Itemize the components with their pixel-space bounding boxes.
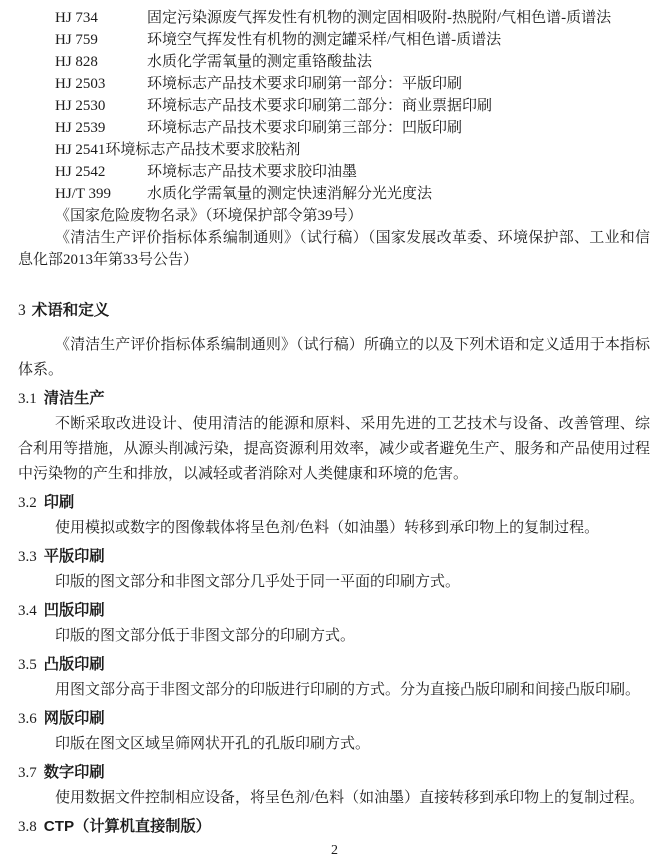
term-title: CTP（计算机直接制版） xyxy=(43,818,211,835)
reference-code: HJ 2530 xyxy=(55,98,106,114)
reference-title: 环境空气挥发性有机物的测定罐采样/气相色谱-质谱法 xyxy=(147,32,502,48)
reference-title: 水质化学需氧量的测定重铬酸盐法 xyxy=(147,54,373,70)
reference-code: HJ 759 xyxy=(55,32,98,48)
term-block xyxy=(18,760,650,811)
term-block xyxy=(18,490,650,541)
term-definition: 印版的图文部分和非图文部分几乎处于同一平面的印刷方式。 xyxy=(55,574,461,590)
reference-title: 环境标志产品技术要求印刷第二部分：商业票据印刷 xyxy=(147,98,493,114)
reference-item xyxy=(18,29,650,51)
term-title: 平版印刷 xyxy=(43,548,105,565)
reference-title: 水质化学需氧量的测定快速消解分光光度法 xyxy=(147,186,433,202)
reference-item xyxy=(18,139,650,161)
citation-paragraph: 《国家危险废物名录》（环境保护部令第39号） xyxy=(55,208,363,224)
term-definition: 印版在图文区域呈筛网状开孔的孔版印刷方式。 xyxy=(55,736,371,752)
term-heading xyxy=(18,814,650,840)
reference-title: 环境标志产品技术要求胶印油墨 xyxy=(147,164,358,180)
term-number: 3.6 xyxy=(18,711,37,727)
term-title: 凹版印刷 xyxy=(43,602,105,619)
section-heading xyxy=(18,298,650,324)
term-block xyxy=(18,386,650,487)
term-heading xyxy=(18,760,650,786)
terms-list xyxy=(18,386,650,840)
reference-code: HJ/T 399 xyxy=(55,186,111,202)
reference-item xyxy=(18,95,650,117)
reference-item xyxy=(18,51,650,73)
normative-references-list xyxy=(18,7,650,205)
term-title: 网版印刷 xyxy=(43,710,105,727)
reference-code: HJ 2541 xyxy=(55,142,106,158)
term-block xyxy=(18,652,650,703)
term-definition: 印版的图文部分低于非图文部分的印刷方式。 xyxy=(55,628,356,644)
term-title: 印刷 xyxy=(43,494,75,511)
term-heading xyxy=(18,490,650,516)
term-heading xyxy=(18,386,650,412)
section-title: 术语和定义 xyxy=(31,302,110,319)
term-definition: 不断采取改进设计、使用清洁的能源和原料、采用先进的工艺技术与设备、改善管理、综合利用等措施，从源头削减污染，提高资源利用效率，减少或者避免生产、服务和产品使用过程中污染物的产生和排放，以减轻或者消除对人类健康和环境的危害。 xyxy=(18,416,650,482)
reference-title: 环境标志产品技术要求印刷第三部分：凹版印刷 xyxy=(147,120,463,136)
reference-code: HJ 2503 xyxy=(55,76,106,92)
term-definition: 使用模拟或数字的图像载体将呈色剂/色料（如油墨）转移到承印物上的复制过程。 xyxy=(55,520,600,536)
term-title: 凸版印刷 xyxy=(43,656,105,673)
reference-title: 环境标志产品技术要求胶粘剂 xyxy=(105,142,301,158)
term-heading xyxy=(18,598,650,624)
cited-documents xyxy=(18,205,650,271)
term-number: 3.1 xyxy=(18,391,37,407)
term-number: 3.7 xyxy=(18,765,37,781)
reference-item xyxy=(18,73,650,95)
term-definition: 使用数据文件控制相应设备，将呈色剂/色料（如油墨）直接转移到承印物上的复制过程。 xyxy=(55,790,645,806)
reference-code: HJ 734 xyxy=(55,10,98,26)
term-block xyxy=(18,544,650,595)
term-heading xyxy=(18,544,650,570)
term-block xyxy=(18,814,650,840)
term-block xyxy=(18,598,650,649)
reference-item xyxy=(18,183,650,205)
term-number: 3.5 xyxy=(18,657,37,673)
term-block xyxy=(18,706,650,757)
reference-item xyxy=(18,7,650,29)
section-number: 3 xyxy=(18,302,26,319)
page-number: 2 xyxy=(331,843,338,858)
term-title: 清洁生产 xyxy=(43,390,105,407)
citation-paragraph: 《清洁生产评价指标体系编制通则》（试行稿）（国家发展改革委、环境保护部、工业和信息化部2013年第33号公告） xyxy=(18,230,650,268)
section-intro-paragraph: 《清洁生产评价指标体系编制通则》（试行稿）所确立的以及下列术语和定义适用于本指标体系。 xyxy=(18,337,650,378)
term-number: 3.4 xyxy=(18,603,37,619)
term-number: 3.3 xyxy=(18,549,37,565)
term-heading xyxy=(18,706,650,732)
reference-item xyxy=(18,161,650,183)
reference-item xyxy=(18,117,650,139)
term-number: 3.8 xyxy=(18,819,37,835)
reference-code: HJ 2539 xyxy=(55,120,106,136)
reference-title: 环境标志产品技术要求印刷第一部分：平版印刷 xyxy=(147,76,463,92)
term-heading xyxy=(18,652,650,678)
reference-code: HJ 828 xyxy=(55,54,98,70)
term-definition: 用图文部分高于非图文部分的印版进行印刷的方式。分为直接凸版印刷和间接凸版印刷。 xyxy=(55,682,641,698)
term-number: 3.2 xyxy=(18,495,37,511)
reference-code: HJ 2542 xyxy=(55,164,106,180)
term-title: 数字印刷 xyxy=(43,764,105,781)
reference-title: 固定污染源废气挥发性有机物的测定固相吸附-热脱附/气相色谱-质谱法 xyxy=(147,10,612,26)
